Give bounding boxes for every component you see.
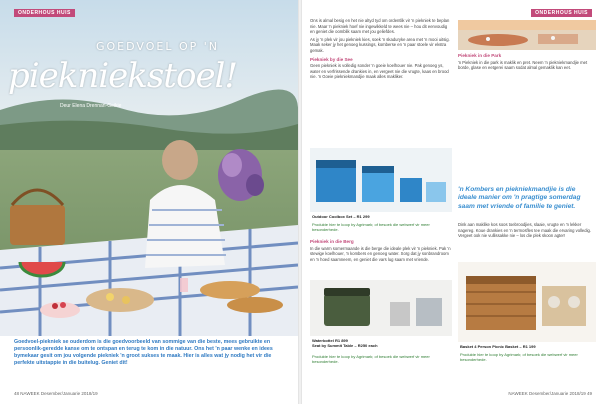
section-tag: ONDERHOUS HUIS [14, 9, 75, 17]
right-page [302, 0, 600, 404]
subhead-sea: Piekniek by die See [310, 56, 353, 62]
coolbox-price-2: Seat by Summit Table – R250 each [312, 343, 378, 348]
beach-picnic-photo [458, 20, 596, 50]
picnic-basket-photo [458, 262, 596, 342]
subhead-mountain: Piekniek in die Berg [310, 239, 354, 244]
column-2-lower [458, 222, 594, 241]
left-page [0, 0, 298, 404]
column-1 [310, 18, 452, 82]
store-note-3: Produkte hier te koop by Agrimark; of besoek die webwerf vir meer besonderhede. [460, 352, 578, 362]
basket-caption [460, 344, 596, 349]
column-2 [458, 50, 594, 73]
paragraph: Dink aan maklike kos soos toebroodjies, slaaie, vrugte en 'n lekker nagereg. Koue drankies en 'n termosfles tee maak die ervaring volledig. Vergeet ook nie vullissakke nie – los die plek skoon agter! [458, 222, 592, 239]
cooler-caption [312, 214, 452, 219]
paragraph: Geen piekniek is volledig sonder 'n goeie koelhouer nie. Pak genoeg ys, water en verfrissende drankies in, en vergeet nie die vrugte, kaas en brood nie. 'n Goeie piekniekmandjie maak alles makliker. [310, 63, 449, 80]
coolbox-price-1: Waterbottel R1 899 [312, 338, 348, 343]
title-line-2: piekniekstoel! [8, 56, 238, 96]
store-note-2: Produkte hier te koop by Agrimark; of besoek die webwerf vir meer besonderhede. [312, 354, 430, 364]
store-note-1: Produkte hier te koop by Agrimark; of besoek die webwerf vir meer besonderhede. [312, 222, 430, 232]
paragraph: In die warm somermaande is die berge die ideale plek vir 'n piekniek. Pak 'n stewige koelhouer, 'n kombers en genoeg water. Sorg dat jy sonbrandroom en 'n hoed saamneem, en geniet die vars lug saam met vriende. [310, 245, 451, 262]
page-folio-right: NAWEEK Desember/Januarie 2018/19 49 [508, 391, 592, 396]
subhead-park: Piekniek in die Park [458, 53, 502, 58]
paragraph: 'n Piekniek in die park is maklik en pret. Neem 'n piekniekmandjie met borde, glase en eetgerei saam sodat almal gemaklik kan eet. [458, 59, 588, 71]
title-line-1: GOEDVOEL OP 'N [96, 40, 220, 53]
coolbox-photo [310, 280, 452, 336]
cooler-price: Outdoor Coolbox Set – R1 299 [312, 214, 370, 219]
cooler-set-photo [310, 148, 452, 212]
page-folio-left: 48 NAWEEK Desember/Januarie 2018/19 [14, 391, 98, 396]
section-tag-right: ONDERHOUS HUIS [531, 9, 592, 17]
paragraph: As jy 'n plek vir jou piekniek kies, soek 'n skaduryke area met 'n mooi uitsig. Maak seker jy het genoeg kussings, komberse en 'n paar stoele vir ekstra gemak. [310, 36, 450, 53]
pull-quote: 'n Kombers en piekniekmandjie is die ideale manier om 'n pragtige somerdag saam met vriende of familie te geniet. [458, 186, 581, 210]
column-1-lower [310, 236, 452, 264]
coolbox-caption [312, 338, 452, 348]
paragraph: Ons is almal besig en het nie altyd tyd om ordentlik vir 'n piekniek te beplan nie. Maar 'n piekniek hoef nie ingewikkeld te wees nie – hou dit eenvoudig en geniet die oomblik saam met jou geliefdes. [310, 18, 450, 35]
intro-paragraph: Goedvoel-piekniek se ouderdom is die goedvoorbeeld van sommige van die beste, mees gebruikte en persoonlik-geredde kanse om te ontspan en terug te kom in die natuur. Ons het 'n paar wenke en idees bymekaar gesit om jou volgende piekniek 'n groot sukses te maak. Hier is alles wat jy nodig het vir die perfekte uitstappie in die buitelug. Geniet dit! [14, 339, 273, 366]
basket-price: Basket 4 Person Picnic Basket – R1 199 [460, 344, 536, 349]
byline: Deur Elena Drennan-Geikie [60, 103, 122, 109]
